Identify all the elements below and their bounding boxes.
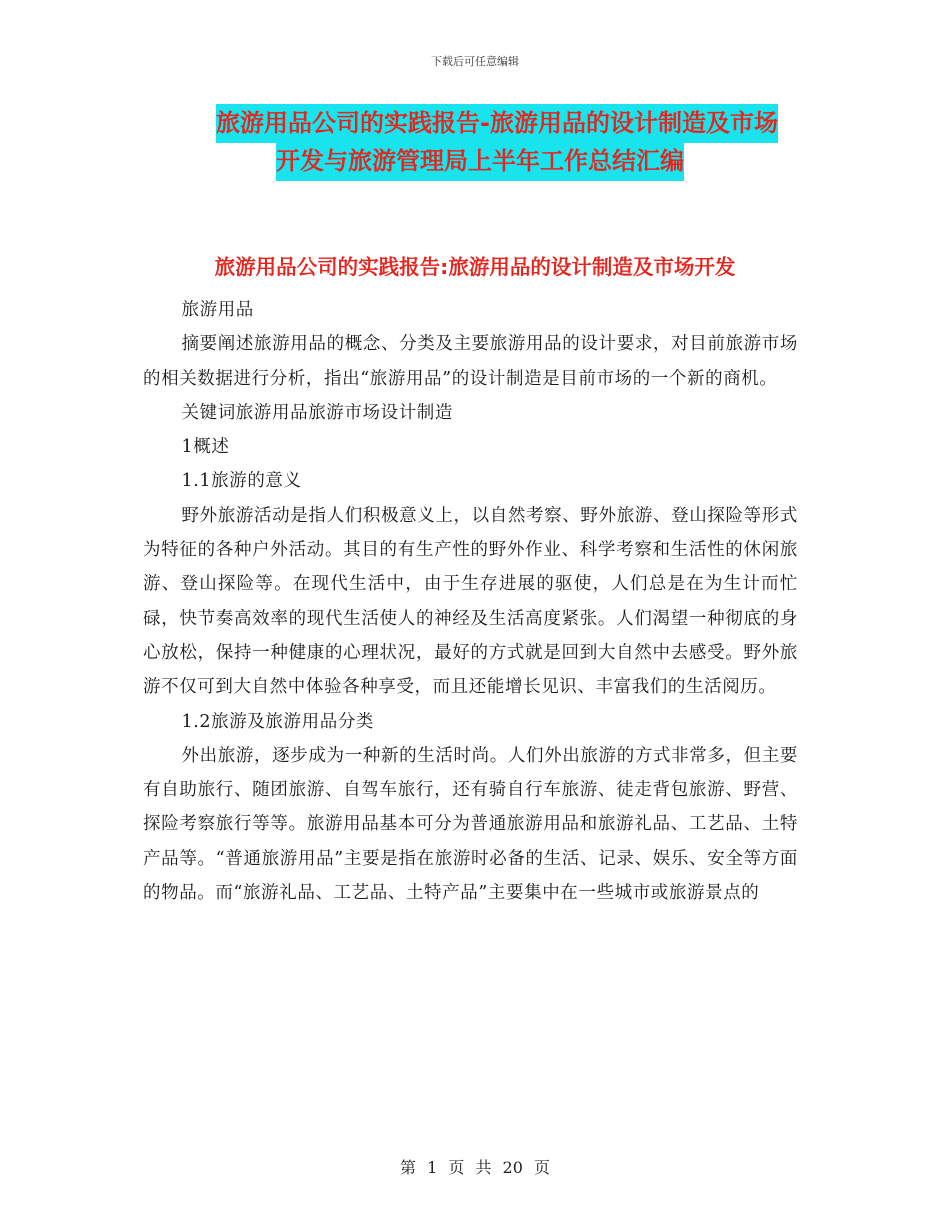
paragraph: 外出旅游，逐步成为一种新的生活时尚。人们外出旅游的方式非常多，但主要有自助旅行、随团旅游、自驾车旅行，还有骑自行车旅游、徒走背包旅游、野营、探险考察旅行等等。旅游用品基本可分为普通旅游用品和旅游礼品、工艺品、土特产品等。“普通旅游用品”主要是指在旅游时必备的生活、记录、娱乐、安全等方面的物品。而“旅游礼品、工艺品、土特产品”主要集中在一些城市或旅游景点的 [143,745,798,904]
title-line-2-text: 开发与旅游管理局上半年工作总结汇编 [276,142,684,181]
document-title [0,111,950,187]
paragraph: 1.2旅游及旅游用品分类 [181,711,375,732]
title-line-2 [0,149,950,173]
body-text [143,293,798,910]
title-line-1-text: 旅游用品公司的实践报告-旅游用品的设计制造及市场 [216,104,778,143]
paragraph: 1.1旅游的意义 [181,471,302,492]
paragraph: 旅游用品 [181,300,254,320]
section-title: 旅游用品公司的实践报告:旅游用品的设计制造及市场开发 [214,255,736,279]
paragraph: 摘要阐述旅游用品的概念、分类及主要旅游用品的设计要求，对目前旅游市场的相关数据进行分析，指出“旅游用品”的设计制造是目前市场的一个新的商机。 [143,334,798,389]
paragraph: 关键词旅游用品旅游市场设计制造 [181,402,453,423]
paragraph: 1概述 [181,437,230,458]
title-line-1 [0,111,950,135]
header-note: 下载后可任意编辑 [431,55,519,68]
paragraph: 野外旅游活动是指人们积极意义上，以自然考察、野外旅游、登山探险等形式为特征的各种户外活动。其目的有生产性的野外作业、科学考察和生活性的休闲旅游、登山探险等。在现代生活中，由于生存进展的驱使，人们总是在为生计而忙碌，快节奏高效率的现代生活使人的神经及生活高度紧张。人们渴望一种彻底的身心放松，保持一种健康的心理状况，最好的方式就是回到大自然中去感受。野外旅游不仅可到大自然中体验各种享受，而且还能增长见识、丰富我们的生活阅历。 [143,505,798,698]
page-number: 第 1 页 共 20 页 [400,1158,550,1177]
